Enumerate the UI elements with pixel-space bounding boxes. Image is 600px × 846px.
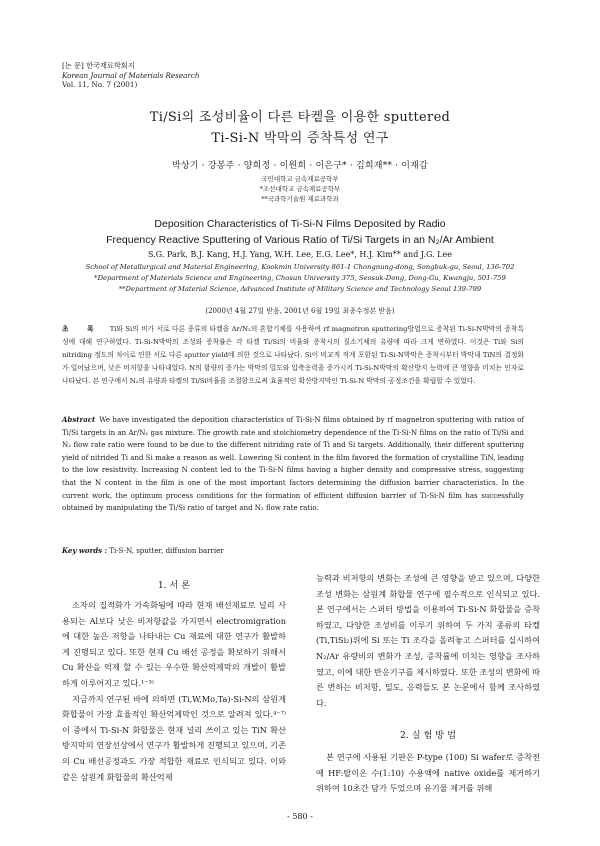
section-2-heading: 2. 실 험 방 법 (400, 730, 456, 741)
abstract-ko (62, 323, 524, 388)
section-2-paragraph: 본 연구에 사용된 기판은 P-type (100) Si wafer로 증착전에 HF:탈이온 수(1:10) 수용액에 native oxide를 제거하기 위하여 10초간 담가 두었으며 유기물 제거를 위해 (316, 752, 540, 794)
section-1-paragraph: 지금까지 연구된 바에 의하면 (Ti,W,Mo,Ta)-Si-N의 삼원계 화합물이 가장 효율적인 확산억제막인 것으로 알려져 있다.⁴⁻⁷⁾ 이 중에서 Ti-Si-N 화합물은 현재 널리 쓰이고 있는 TiN 확산방지막의 연장선상에서 연구가 활발하게 진행되고 있으며, 기존의 Cu 배선공정과도 가장 적합한 재료로 인식되고 있다. 이와 같은 삼원계 화합물의 확산억제 (62, 693, 286, 782)
abstract-en-label: Abstract (62, 415, 96, 424)
section-1-paragraph: 소자의 집적화가 가속화됨에 따라 현재 배선재료로 널리 사용되는 Al보다 낮은 비저항값을 가지면서 electromigration에 대한 높은 저항을 나타내는 Cu 재료에 대한 연구가 활발하게 진행되고 있다. 또한 현재 Cu 배선 공정을 확보하기 위해서 Cu 확산을 억제 할 수 있는 우수한 확산억제막의 개발이 활발하게 이루어지고 있다.¹⁻³⁾ (62, 600, 286, 688)
page-number: - 580 - (287, 812, 313, 821)
keywords-text: Ti-S-N, sputter, diffusion barrier (109, 547, 224, 555)
abstract-ko-label: 초 록 (62, 325, 102, 333)
journal-name-ko: [논 문] 한국재료학회지 (62, 61, 135, 70)
affiliation-ko-2: *조선대학교 금속재료공학부 (259, 185, 341, 193)
title-ko-line2: Ti-Si-N 박막의 증착특성 연구 (211, 131, 389, 146)
title-en-line1: Deposition Characteristics of Ti-Si-N Films Deposited by Radio (154, 218, 446, 230)
title-en-line2: Frequency Reactive Sputtering of Various Ratio of Ti/Si Targets in an N₂/Ar Ambient (106, 234, 494, 246)
journal-header (62, 61, 200, 90)
abstract-ko-text: Ti와 Si의 비가 서로 다른 종류의 타켙을 Ar/N₂의 혼합기체를 사용하여 rf magnetron sputtering방법으로 증착된 Ti-Si-N박막의 증착특성에 대해 연구하였다. Ti-Si-N박막의 조성와 증착률은 각 타켙 Ti/Si의 비율와 증착시의 질소기체의 유량에 따라 크게 변하였다. 이것은 Ti와 Si의 nitriding 정도의 차이로 인한 서로 다른 sputter yield에 의한 것으로 나타났다. Si이 비교적 적게 포함된 Ti-Si-N박막은 증착시부터 박막내 TiN의 결정화가 일어났으며, 낮은 비저항을 나타내었다. N의 함량의 증가는 박막의 밀도와 압축응력을 증가시켜 Ti-Si-N박막의 확산방지 능력에 큰 영향을 미치는 인자로 나타났다. 본 연구에서 N₂의 유량과 타켙의 Ti/Si비율을 조절함으로써 효율적인 확산방지막인 Ti-Si-N 박막의 공정조건을 확립할 수 있었다. (62, 325, 524, 385)
authors-ko: 박상기 · 강봉주 · 양희정 · 이원희 · 이은구* · 김희재** · 이재갑 (172, 161, 428, 171)
affiliation-en-1: School of Metallurgical and Material Engineering, Kookmin University 861-1 Chongnung-dong, Songbuk-gu, Seoul, 136-702 (85, 263, 515, 271)
section-2-body (316, 750, 540, 797)
journal-volume: Vol. 11, No. 7 (2001) (62, 80, 138, 90)
journal-name-en: Korean Journal of Materials Research (62, 70, 200, 80)
abstract-en-text: We have investigated the deposition characteristics of Ti-Si-N films obtained by rf magnetron sputtering with ratios of Ti/Si targets in an Ar/N₂ gas mixture. The growth rate and stoichiometry dependence of the Ti-Si-N films on the ratio of Ti/Si and N₂ flow rate ratio were found to be due to the different nitriding rate of Ti and Si targets. Additionally, their different sputtering yield of nitrided Ti and Si make a reason as well. Lowering Si content in the film favored the formation of crystalline TiN, leading to the low resistivity. Increasing N content led to the Ti-Si-N films having a higher density and compressive stress, suggesting that the N content in the film is one of the most important factors determining the diffusion barrier characteristics. In the current work, the optimum process conditions for the formation of efficient diffusion barrier of Ti-Si-N film has successfully obtained by manipulating the Ti/Si ratio of target and N₂ flow rate ratio. (62, 416, 524, 513)
authors-en: S.G. Park, B.J. Kang, H.J. Yang, W.H. Lee, E.G. Lee*, H.J. Kim** and J.G. Lee (148, 250, 452, 259)
affiliation-ko-3: **국과학기술원 재료과학과 (261, 195, 339, 203)
received-date: (2000년 4월 27일 받음, 2001년 6월 19일 최종수정본 받음) (205, 307, 395, 315)
affiliation-en-2: *Department of Materials Science and Engineering, Chosun University 375, Seosuk-Dong, Dong-Gu, Kwangju, 501-759 (94, 274, 506, 282)
keywords (62, 546, 224, 555)
title-ko-line1: Ti/Si의 조성비율이 다른 타켙을 이용한 sputtered (149, 110, 451, 125)
section-1-heading: 1. 서 론 (157, 580, 191, 591)
right-column (316, 571, 540, 711)
affiliation-en-3: **Department of Material Science, Advanced Institute of Military Science and Technology Seoul 139-799 (118, 285, 482, 293)
intro-continuation: 능력과 비저항의 변화는 조성에 큰 영향을 받고 있으며, 다양한 조성 변화는 삼원계 화합물 연구에 필수적으로 인식되고 있다. 본 연구에서는 스퍼터 방법을 이용하여 Ti-Si-N 화합물을 증착하였고, 다양한 조성비를 이루기 위하여 두 가지 종류의 타켙(Ti,TiSi₂)위에 Si 또는 Ti 조각을 올려놓고 스퍼터를 실시하여 N₂/Ar 유량비의 변화가 조성, 증착률에 미치는 영향을 조사하였고, 이에 대한 반응기구를 제시하였다. 또한 조성의 변화에 따른 변하는 비저항, 밀도, 응력들도 본 논문에서 함께 조사하였다. (316, 573, 540, 708)
keywords-label: Key words : (62, 546, 108, 555)
abstract-en (62, 414, 524, 515)
affiliation-ko-1: 국민대학교 금속재료공학부 (261, 175, 339, 183)
left-column (62, 598, 286, 785)
